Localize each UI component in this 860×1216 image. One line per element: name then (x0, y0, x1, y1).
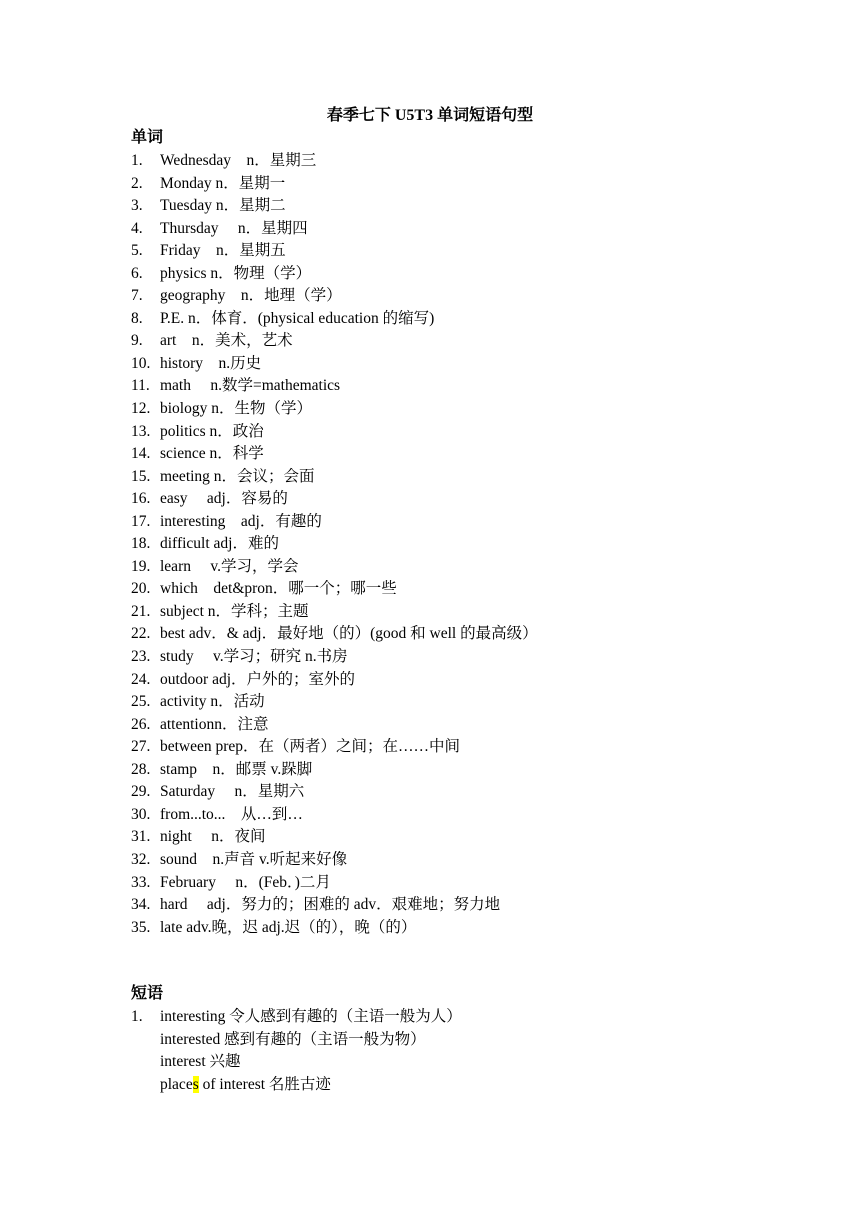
list-number: 16. (131, 490, 151, 508)
list-number: 8. (131, 309, 143, 327)
vocab-item (131, 173, 538, 196)
list-number: 32. (131, 850, 151, 868)
vocab-text: geography n．地理（学） (160, 287, 342, 305)
list-number: 1. (131, 152, 143, 169)
list-number: 24. (131, 670, 151, 688)
vocab-item (131, 240, 538, 263)
vocab-text: Saturday n．星期六 (160, 783, 305, 801)
list-number: 25. (131, 693, 151, 711)
vocab-text: history n.历史 (160, 354, 262, 372)
vocab-text: interesting adj．有趣的 (160, 512, 322, 530)
vocab-item (131, 263, 538, 286)
vocab-text: learn v.学习，学会 (160, 557, 299, 575)
vocab-text: subject n．学科；主题 (160, 602, 309, 620)
highlighted-text: s (192, 1075, 199, 1093)
vocab-text: sound n.声音 v.听起来好像 (160, 850, 348, 868)
phrase-list (131, 1006, 462, 1096)
vocab-item (131, 398, 538, 421)
phrase-line: interesting 令人感到有趣的（主语一般为人） (160, 1008, 462, 1025)
vocab-text: biology n．生物（学） (160, 400, 312, 418)
vocab-text: meeting n．会议；会面 (160, 467, 315, 485)
list-number: 10. (131, 354, 151, 372)
vocab-item (131, 308, 538, 331)
vocab-item (131, 759, 538, 782)
phrase-heading: 短语 (131, 985, 164, 1002)
vocab-text: activity n．活动 (160, 693, 265, 711)
vocab-text: Thursday n．星期四 (160, 219, 308, 237)
vocab-item (131, 511, 538, 534)
vocab-text: between prep．在（两者）之间；在……中间 (160, 738, 461, 756)
vocab-heading: 单词 (131, 129, 164, 146)
vocab-item (131, 353, 538, 376)
list-number: 5. (131, 242, 143, 260)
vocab-text: night n．夜间 (160, 828, 266, 846)
phrase-line-pre: place (160, 1075, 193, 1093)
list-number: 2. (131, 174, 143, 192)
phrase-item (131, 1029, 462, 1052)
list-number: 23. (131, 648, 151, 666)
vocab-item (131, 804, 538, 827)
vocab-item (131, 601, 538, 624)
vocab-item (131, 466, 538, 489)
vocab-list (131, 150, 538, 939)
vocab-item (131, 917, 538, 940)
vocab-item (131, 285, 538, 308)
vocab-text: science n．科学 (160, 445, 264, 463)
vocab-text: art n．美术，艺术 (160, 332, 293, 350)
vocab-item (131, 443, 538, 466)
list-number: 35. (131, 918, 151, 936)
list-number: 15. (131, 467, 151, 485)
list-number: 9. (131, 332, 143, 350)
list-number: 1. (131, 1008, 143, 1025)
vocab-text: best adv．& adj．最好地（的）(good 和 well 的最高级） (160, 625, 538, 643)
list-number: 3. (131, 197, 143, 215)
vocab-text: Tuesday n．星期二 (160, 197, 286, 215)
list-number: 4. (131, 219, 143, 237)
vocab-text: attentionn．注意 (160, 715, 269, 733)
phrase-item (131, 1051, 462, 1074)
vocab-item (131, 849, 538, 872)
vocab-text: Monday n．星期一 (160, 174, 286, 192)
list-number: 18. (131, 535, 151, 553)
list-number: 21. (131, 602, 151, 620)
vocab-item (131, 714, 538, 737)
vocab-item (131, 736, 538, 759)
list-number: 14. (131, 445, 151, 463)
list-number: 27. (131, 738, 151, 756)
list-number: 31. (131, 828, 151, 846)
vocab-item (131, 826, 538, 849)
vocab-item (131, 533, 538, 556)
vocab-item (131, 578, 538, 601)
vocab-item (131, 195, 538, 218)
vocab-text: Friday n．星期五 (160, 242, 286, 260)
vocab-item (131, 488, 538, 511)
vocab-text: physics n．物理（学） (160, 264, 312, 282)
vocab-item (131, 894, 538, 917)
phrase-item (131, 1074, 462, 1097)
list-number: 11. (131, 377, 150, 395)
vocab-item (131, 330, 538, 353)
vocab-item (131, 218, 538, 241)
list-number: 6. (131, 264, 143, 282)
list-number: 34. (131, 896, 151, 914)
vocab-text: hard adj．努力的；困难的 adv．艰难地；努力地 (160, 896, 501, 914)
list-number: 19. (131, 557, 151, 575)
vocab-item (131, 150, 538, 173)
list-number: 28. (131, 760, 151, 778)
list-number: 33. (131, 873, 151, 891)
list-number: 29. (131, 783, 151, 801)
list-number: 26. (131, 715, 151, 733)
list-number: 12. (131, 400, 151, 418)
vocab-item (131, 421, 538, 444)
vocab-item (131, 646, 538, 669)
vocab-text: difficult adj．难的 (160, 535, 279, 553)
phrase-line-post: of interest 名胜古迹 (198, 1075, 331, 1093)
vocab-text: math n.数学=mathematics (160, 377, 341, 395)
vocab-text: easy adj．容易的 (160, 490, 288, 508)
list-number: 22. (131, 625, 151, 643)
vocab-item (131, 623, 538, 646)
vocab-item (131, 375, 538, 398)
phrase-item (131, 1006, 462, 1029)
list-number: 13. (131, 422, 151, 440)
vocab-item (131, 669, 538, 692)
vocab-text: which det&pron．哪一个；哪一些 (160, 580, 397, 598)
vocab-text: Wednesday n．星期三 (160, 152, 317, 169)
document-title: 春季七下 U5T3 单词短语句型 (326, 107, 534, 124)
vocab-item (131, 872, 538, 895)
list-number: 20. (131, 580, 151, 598)
phrase-line: interested 感到有趣的（主语一般为物） (160, 1030, 426, 1048)
list-number: 30. (131, 805, 151, 823)
vocab-item (131, 691, 538, 714)
vocab-item (131, 556, 538, 579)
vocab-text: stamp n．邮票 v.跺脚 (160, 760, 313, 778)
vocab-text: outdoor adj．户外的；室外的 (160, 670, 356, 688)
vocab-text: study v.学习；研究 n.书房 (160, 648, 348, 666)
vocab-text: February n．(Feb．)二月 (160, 873, 331, 891)
vocab-text: from...to... 从…到… (160, 805, 303, 823)
vocab-text: politics n．政治 (160, 422, 264, 440)
list-number: 17. (131, 512, 151, 530)
vocab-item (131, 781, 538, 804)
vocab-text: P.E. n．体育．(physical education 的缩写) (160, 309, 435, 327)
phrase-line: interest 兴趣 (160, 1053, 241, 1070)
vocab-text: late adv.晚，迟 adj.迟（的），晚（的） (160, 918, 417, 936)
list-number: 7. (131, 287, 143, 305)
